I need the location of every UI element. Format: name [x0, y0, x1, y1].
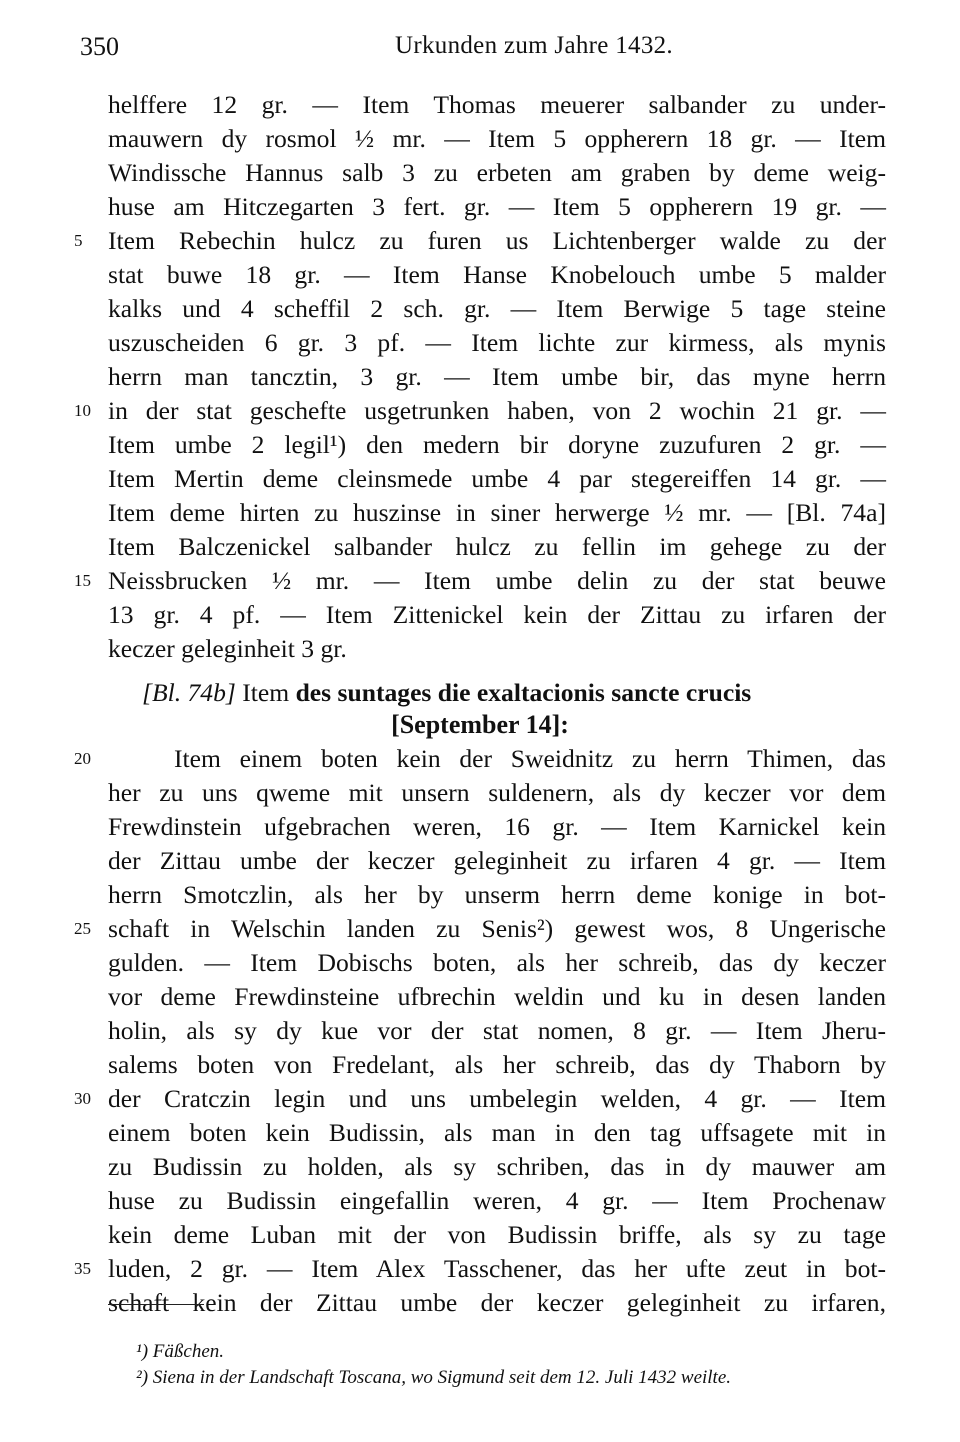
text-line: Item Mertin deme cleinsmede umbe 4 par stegereiffen 14 gr. —	[108, 464, 886, 493]
page-header	[0, 32, 960, 68]
text-line: 13 gr. 4 pf. — Item Zittenickel kein der Zittau zu irfaren der	[108, 600, 886, 629]
heading-item: Item	[242, 678, 290, 707]
text-line: helffere 12 gr. — Item Thomas meuerer salbander zu under-	[108, 90, 886, 119]
line-number: 20	[74, 749, 91, 768]
footnote-1: ¹) Fäßchen.	[136, 1341, 224, 1362]
text-line: zu Budissin zu holden, als sy schriben, das in dy mauwer am	[108, 1152, 886, 1181]
text-line: Item einem boten kein der Sweidnitz zu herrn Thimen, das	[174, 744, 886, 773]
text-line: in der stat geschefte usgetrunken haben, von 2 wochin 21 gr. —	[108, 396, 886, 425]
line-number: 10	[74, 401, 91, 420]
text-line: einem boten kein Budissin, als man in den tag uffsagete mit in	[108, 1118, 886, 1147]
footnote-2: ²) Siena in der Landschaft Toscana, wo Sigmund seit dem 12. Juli 1432 weilte.	[136, 1367, 732, 1388]
text-line: luden, 2 gr. — Item Alex Tasschener, das her ufte zeut in bot-	[108, 1254, 886, 1283]
text-line: salems boten von Fredelant, als her schreib, das dy Thaborn by	[108, 1050, 886, 1079]
text-line: holin, als sy dy kue vor der stat nomen, 8 gr. — Item Jheru-	[108, 1016, 886, 1045]
line-number: 30	[74, 1089, 91, 1108]
line-number: 25	[74, 919, 91, 938]
text-line: schaft kein der Zittau umbe der keczer geleginheit zu irfaren,	[108, 1288, 886, 1317]
text-line: schaft in Welschin landen zu Senis²) gewest wos, 8 Ungerische	[108, 914, 886, 943]
text-line: Item umbe 2 legil¹) den medern bir doryne zuzufuren 2 gr. —	[108, 430, 886, 459]
text-line: Windissche Hannus salb 3 zu erbeten am graben by deme weig-	[108, 158, 886, 187]
text-line: huse zu Budissin eingefallin weren, 4 gr. — Item Prochenaw	[108, 1186, 886, 1215]
text-line: Item Rebechin hulcz zu furen us Lichtenberger walde zu der	[108, 226, 886, 255]
text-line: uszuscheiden 6 gr. 3 pf. — Item lichte zur kirmess, als mynis	[108, 328, 886, 357]
heading-feast-title: des suntages die exaltacionis sancte crucis	[295, 678, 752, 707]
line-number: 5	[74, 231, 83, 250]
section-heading	[142, 676, 751, 710]
text-line: Frewdinstein ufgebrachen weren, 16 gr. — Item Karnickel kein	[108, 812, 886, 841]
text-line: stat buwe 18 gr. — Item Hanse Knobelouch umbe 5 malder	[108, 260, 886, 289]
text-line: Item deme hirten zu huszinse in siner herwerge ½ mr. — [Bl. 74a]	[108, 498, 886, 527]
page-number: 350	[80, 32, 119, 61]
running-title: Urkunden zum Jahre 1432.	[395, 32, 673, 59]
text-line: mauwern dy rosmol ½ mr. — Item 5 oppherern 18 gr. — Item	[108, 124, 886, 153]
footnote-divider	[108, 1304, 204, 1305]
text-line: Item Balczenickel salbander hulcz zu fellin im gehege zu der	[108, 532, 886, 561]
text-line: kalks und 4 scheffil 2 sch. gr. — Item Berwige 5 tage steine	[108, 294, 886, 323]
text-line: kein deme Luban mit der von Budissin briffe, als sy zu tage	[108, 1220, 886, 1249]
text-line: huse am Hitczegarten 3 fert. gr. — Item 5 oppherern 19 gr. —	[108, 192, 886, 221]
text-line: herrn Smotczlin, als her by unserm herrn deme konige in bot-	[108, 880, 886, 909]
text-line: vor deme Frewdinsteine ufbrechin weldin und ku in desen landen	[108, 982, 886, 1011]
text-line: herrn man tancztin, 3 gr. — Item umbe bir, das myne herrn	[108, 362, 886, 391]
text-line: der Zittau umbe der keczer geleginheit zu irfaren 4 gr. — Item	[108, 846, 886, 875]
text-line: Neissbrucken ½ mr. — Item umbe delin zu der stat beuwe	[108, 566, 886, 595]
text-line: der Cratczin legin und uns umbelegin welden, 4 gr. — Item	[108, 1084, 886, 1113]
line-number: 15	[74, 571, 91, 590]
folio-reference: [Bl. 74b]	[142, 678, 236, 707]
text-line: keczer geleginheit 3 gr.	[108, 634, 347, 663]
heading-date: [September 14]:	[391, 710, 569, 739]
text-line: gulden. — Item Dobischs boten, als her schreib, das dy keczer	[108, 948, 886, 977]
text-line: her zu uns qweme mit unsern suldenern, als dy keczer vor dem	[108, 778, 886, 807]
line-number: 35	[74, 1259, 91, 1278]
